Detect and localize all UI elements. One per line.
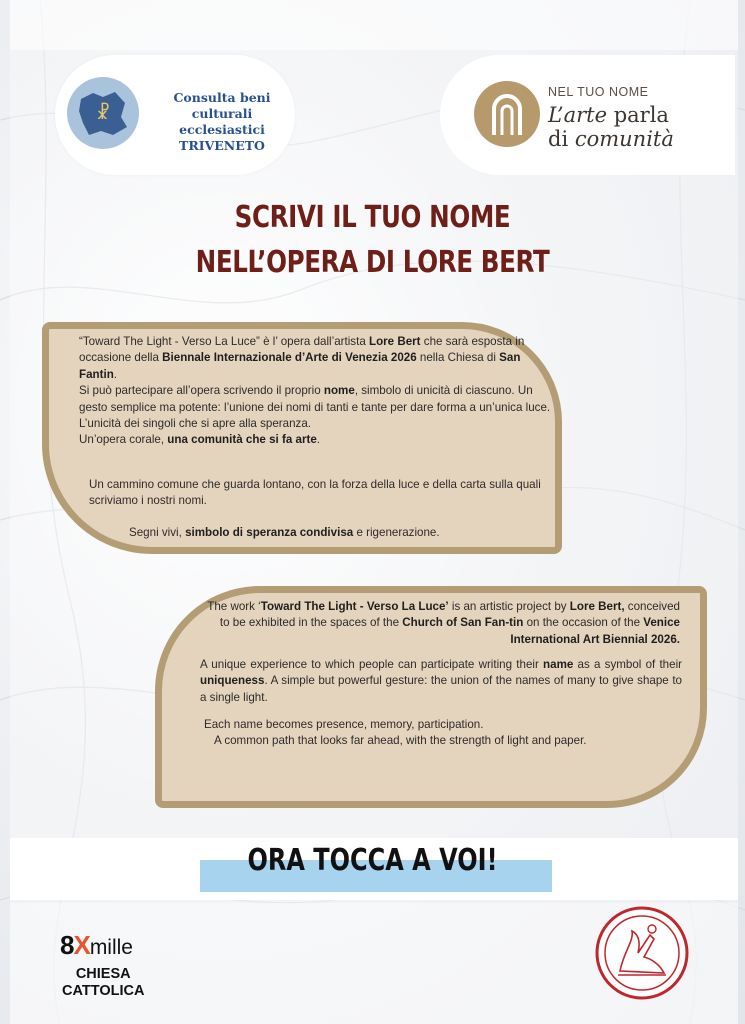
nel-tuo-nome-line1 [548, 103, 669, 127]
italian-body [79, 334, 559, 449]
english-p3-line1: Each name becomes presence, memory, participation. [204, 718, 484, 731]
text-span: . [113, 367, 118, 381]
otto-digit: 8 [60, 930, 74, 960]
artist-name: Lore Bert [369, 335, 421, 348]
text-span: , simbolo di unicità di ciascuno. Un gesto semplice ma potente: l’unione dei nomi di tanti e tante per dare forma a un’unica luce. L’unicità dei singoli che si apre alla speranza. [79, 384, 551, 431]
italian-paragraph-2 [79, 383, 559, 432]
chiesa-word: CHIESA [75, 966, 131, 982]
text-span: e rigenerazione. [353, 526, 440, 539]
headline-line2: NELL’OPERA DI LORE BERT [195, 245, 550, 280]
biennale-name: Biennale Internazionale d’Arte di Venezia 2026 [162, 351, 417, 365]
text-span: as a symbol of their [573, 658, 683, 671]
parish-seal-icon [594, 905, 690, 1001]
work-title: Toward The Light - Verso La Luce’ [260, 600, 449, 613]
larte-word: L’arte [548, 103, 608, 127]
italian-text-card [42, 322, 562, 554]
headline-line1: SCRIVI IL TUO NOME [234, 200, 511, 235]
english-paragraph-1 [200, 599, 680, 648]
english-text-card [155, 586, 707, 808]
text-span: A unique experience to which people can participate writing their [200, 658, 544, 671]
english-body [200, 599, 680, 648]
artist-name: Lore Bert, [569, 600, 625, 613]
consulta-line1: Consulta beni [173, 90, 271, 105]
consulta-line2: culturali ecclesiastici [179, 106, 265, 137]
text-span: on the occasion of the [523, 616, 644, 630]
signs-text [129, 525, 440, 541]
text-span: “Toward The Light - Verso La Luce” è l’ opera dall’artista [79, 335, 369, 348]
text-span: is an artistic project by [448, 600, 570, 613]
x-mark: X [73, 930, 90, 960]
walk-text: Un cammino comune che guarda lontano, con la forza della luce e della carta sulla quali scriviamo i nostri nomi. [89, 478, 541, 508]
italian-paragraph-3 [79, 432, 559, 448]
mille-word: mille [89, 936, 133, 959]
text-span: che sarà esposta in occasione della [79, 335, 525, 365]
italian-paragraph-1 [79, 334, 559, 383]
english-p3-line2: A common path that looks far ahead, with the strength of light and paper. [214, 734, 587, 748]
text-span: The work ‘ [207, 600, 261, 613]
cta-text: ORA TOCCA A VOI! [247, 843, 498, 878]
cattolica-word: CATTOLICA [62, 983, 145, 999]
italian-signs-paragraph [129, 525, 440, 541]
consulta-name [147, 90, 297, 154]
consulta-logo-card [55, 55, 295, 175]
8xmille-logo [60, 930, 133, 961]
italian-walk-paragraph [89, 477, 559, 510]
comunita-word: comunità [574, 127, 674, 151]
text-span: Un’opera corale, [79, 433, 168, 447]
church-name: Church of San Fan-tin [402, 616, 524, 630]
english-paragraph-2 [200, 657, 682, 706]
text-span: Si può partecipare all’opera scrivendo il proprio [79, 384, 324, 398]
text-span: . [316, 433, 321, 447]
nel-tuo-nome-logo-card [440, 55, 735, 175]
svg-text:☧: ☧ [95, 103, 111, 124]
uniqueness-word: uniqueness [200, 674, 265, 688]
triveneto-map-emblem-icon [67, 77, 139, 149]
english-paragraph-3 [200, 717, 682, 750]
chiesa-cattolica-label [62, 966, 144, 1000]
name-word: name [543, 658, 574, 671]
top-band [10, 0, 738, 50]
biennial-name: Venice International Art Biennial 2026. [510, 616, 680, 646]
arch-emblem-icon [472, 79, 542, 149]
parla-word: parla [607, 103, 669, 127]
text-span: . A simple but powerful gesture: the union of the names of many to give shape to a single light. [200, 674, 682, 704]
text-span: Segni vivi, [129, 526, 186, 539]
nel-tuo-nome-line2 [548, 127, 674, 151]
nome-word: nome [323, 384, 355, 398]
text-span: nella Chiesa di [416, 351, 500, 365]
speranza-phrase: simbolo di speranza condivisa [185, 526, 354, 539]
text-span: conceived to be exhibited in the spaces of the [219, 600, 680, 630]
di-word: di [548, 127, 575, 151]
english-p2-text [200, 657, 682, 706]
comunita-phrase: una comunità che si fa arte [167, 433, 317, 447]
church-name: San Fantin [79, 351, 521, 381]
consulta-line3: TRIVENETO [179, 138, 265, 153]
nel-tuo-nome-label: NEL TUO NOME [548, 85, 649, 99]
